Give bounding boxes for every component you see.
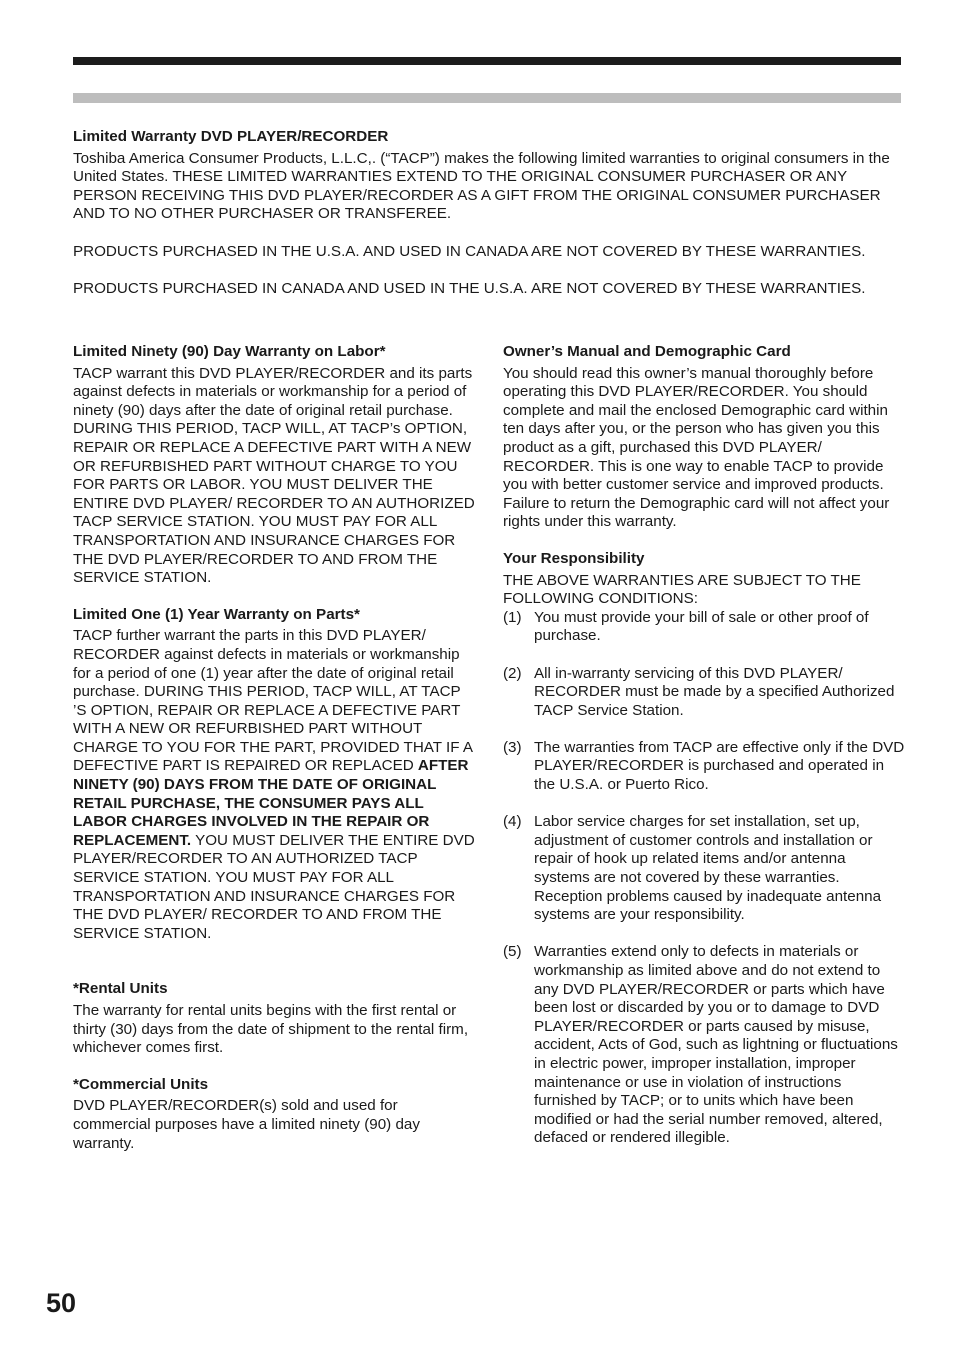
parts-body-end: YOU MUST DELIVER THE ENTIRE DVD PLAYER/RECORDER TO AN AUTHORIZED TACP SERVICE STATION. YOU MUST PAY FOR ALL TRANSPORTATION AND INSURANCE CHARGES FOR THE DVD PLAYER/ RECORDER TO AND FROM THE SERVICE STATION. [73, 831, 475, 942]
parts-title: Limited One (1) Year Warranty on Parts* [73, 605, 360, 623]
labor-body: TACP warrant this DVD PLAYER/RECORDER and its parts against defects in materials or workmanship for a period of ninety (90) days after the date of original retail purchase. DURING THIS PERIOD, TACP WILL, AT TACP’s OPTION, REPAIR OR REPLACE A DEFECTIVE PART WITH A NEW OR REFURBISHED PART WITHOUT CHARGE TO YOU FOR PARTS OR LABOR. YOU MUST DELIVER THE ENTIRE DVD PLAYER/ RECORDER TO AN AUTHORIZED TACP SERVICE STATION. YOU MUST PAY FOR ALL TRANSPORTATION AND INSURANCE CHARGES FOR THE DVD PLAYER/RECORDER TO AND FROM THE SERVICE STATION. [73, 364, 475, 587]
header-rule-black [73, 57, 901, 65]
responsibility-title: Your Responsibility [503, 549, 645, 567]
rental-body: The warranty for rental units begins with the first rental or thirty (30) days from the date of shipment to the rental firm, whichever comes first. [73, 1002, 469, 1057]
condition-number: (5) [503, 943, 522, 961]
parts-body-start: TACP further warrant the parts in this DVD PLAYER/ RECORDER against defects in materials or workmanship for a period of one (1) year after the date of original retail purchase. DURING THIS PERIOD, TACP WILL, AT TACP ’S OPTION, REPAIR OR REPLACE A DEFECTIVE PART WITH A NEW OR REFURBISHED PART WITHOUT CHARGE TO YOU FOR THE PART, PROVIDED THAT IF A DEFECTIVE PART IS REPAIRED OR REPLACED [73, 627, 473, 775]
labor-section [73, 343, 475, 588]
condition-text: Labor service charges for set installation, set up, adjustment of customer controls and installation or repair of hook up related items and/or antenna systems are not covered by these warranties. Reception problems caused by inadequate antenna systems are your responsibility. [534, 813, 882, 924]
labor-title: Limited Ninety (90) Day Warranty on Labor* [73, 343, 386, 360]
header-rule-gray [73, 93, 901, 103]
condition-item [503, 813, 905, 925]
page-number: 50 [46, 1288, 77, 1318]
condition-number: (4) [503, 813, 522, 831]
manual-title: Owner’s Manual and Demographic Card [503, 343, 791, 360]
condition-item [503, 665, 905, 721]
condition-number: (3) [503, 738, 522, 756]
parts-body [73, 627, 475, 943]
condition-text: Warranties extend only to defects in materials or workmanship as limited above and do not extend to any DVD PLAYER/RECORDER or parts which have been lost or discarded by you or to damage to DVD PLAYER/RECORDER or parts caused by misuse, accident, Acts of God, such as lightning or fluctuations in electric power, improper installation, improper maintenance or use in violation of instructions furnished by TACP; or to units which have been modified or had the serial number removed, altered, defaced or rendered illegible. [534, 943, 898, 1147]
parts-body-bold: AFTER NINETY (90) DAYS FROM THE DATE OF ORIGINAL RETAIL PURCHASE, THE CONSUMER PAYS ALL LABOR CHARGES INVOLVED IN THE REPAIR OR REPLACEMENT. [73, 757, 469, 849]
condition-item [503, 609, 905, 646]
manual-section [503, 343, 905, 532]
responsibility-intro: THE ABOVE WARRANTIES ARE SUBJECT TO THE FOLLOWING CONDITIONS: [503, 571, 861, 608]
condition-item [503, 739, 905, 795]
condition-number: (2) [503, 664, 522, 682]
intro-section [73, 128, 905, 298]
rental-section [73, 980, 475, 1057]
rental-title: *Rental Units [73, 980, 168, 998]
intro-title: Limited Warranty DVD PLAYER/RECORDER [73, 128, 389, 145]
manual-body: You should read this owner’s manual thoroughly before operating this DVD PLAYER/RECORDER. You should complete and mail the enclosed Demographic card within ten days after you, or the person who has given you this product as a gift, purchased this DVD PLAYER/ RECORDER. This is one way to enable TACP to provide you with better customer service and improved products. Failure to return the Demographic card will not affect your rights under this warranty. [503, 364, 890, 531]
commercial-body: DVD PLAYER/RECORDER(s) sold and used for commercial purposes have a limited ninety (90) day warranty. [73, 1097, 420, 1152]
parts-section [73, 606, 475, 944]
commercial-title: *Commercial Units [73, 1075, 209, 1093]
left-column [73, 343, 475, 1171]
responsibility-section [503, 550, 905, 1148]
right-column [503, 343, 905, 1167]
condition-text: The warranties from TACP are effective only if the DVD PLAYER/RECORDER is purchased and operated in the U.S.A. or Puerto Rico. [534, 738, 905, 794]
intro-paragraph-3: PRODUCTS PURCHASED IN CANADA AND USED IN THE U.S.A. ARE NOT COVERED BY THESE WARRANTIES. [73, 279, 866, 297]
condition-text: All in-warranty servicing of this DVD PLAYER/ RECORDER must be made by a specified Authorized TACP Service Station. [534, 664, 895, 719]
condition-item [503, 943, 905, 1148]
intro-paragraph-2: PRODUCTS PURCHASED IN THE U.S.A. AND USED IN CANADA ARE NOT COVERED BY THESE WARRANTIES. [73, 242, 866, 260]
commercial-section [73, 1076, 475, 1153]
condition-number: (1) [503, 608, 522, 626]
intro-paragraph-1: Toshiba America Consumer Products, L.L.C,. (“TACP”) makes the following limited warranties to original consumers in the United States. THESE LIMITED WARRANTIES EXTEND TO THE ORIGINAL CONSUMER PURCHASER OR ANY PERSON RECEIVING THIS DVD PLAYER/RECORDER AS A GIFT FROM THE ORIGINAL CONSUMER PURCHASER AND TO NO OTHER PURCHASER OR TRANSFEREE. [73, 149, 890, 223]
condition-text: You must provide your bill of sale or other proof of purchase. [534, 608, 869, 645]
